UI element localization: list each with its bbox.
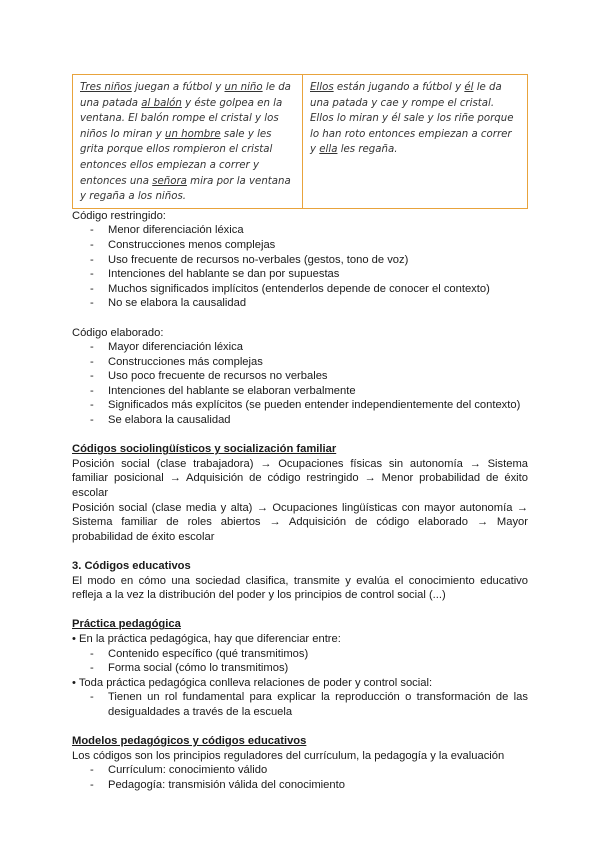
underlined-text: Tres niños: [80, 82, 132, 93]
text-segment: sale y les grita porque ellos rompieron el cristal entonces ellos empiezan a correr y entonces una: [80, 128, 273, 187]
restricted-code-title: Código restringido:: [72, 209, 166, 222]
text-segment: juegan a fútbol y: [131, 82, 225, 93]
example-left-cell: [73, 75, 303, 208]
underlined-text: un niño: [224, 82, 263, 93]
list-item: - Uso poco frecuente de recursos no verbales: [72, 369, 528, 384]
underlined-text: ella: [319, 144, 338, 156]
underlined-text: al balón: [141, 97, 182, 109]
list-item: - Intenciones del hablante se dan por supuestas: [72, 267, 528, 282]
text-segment: están jugando a fútbol y: [333, 82, 465, 93]
example-comparison-box: [72, 74, 528, 209]
text-segment: y éste golpea en la ventana. El balón rompe el cristal y los niños lo miran y: [80, 97, 283, 140]
restricted-code-section: [72, 209, 528, 311]
text-segment: le da una patada: [80, 82, 291, 109]
elaborated-code-list: [72, 340, 528, 428]
list-item: - Uso frecuente de recursos no-verbales (gestos, tono de voz): [72, 253, 528, 268]
pedagogical-practice-heading: Práctica pedagógica: [72, 618, 181, 631]
text-segment: mira por la ventana y regaña a los niños.: [80, 175, 291, 203]
educational-codes-section: [72, 559, 528, 603]
list-item: - Construcciones más complejas: [72, 355, 528, 370]
list-item: - Contenido específico (qué transmitimos): [72, 647, 528, 662]
list-item: - Mayor diferenciación léxica: [72, 340, 528, 355]
socio-codes-para-middle-class: Posición social (clase media y alta) → Ocupaciones lingüísticas con mayor autonomía → Sistema familiar de roles abiertos → Adquisición de código elaborado → Mayor probabilidad de éxito escolar: [72, 501, 528, 543]
list-item: - Menor diferenciación léxica: [72, 223, 528, 238]
pedagogical-practice-point-1: • En la práctica pedagógica, hay que diferenciar entre:: [72, 632, 341, 645]
underlined-text: Ellos: [310, 82, 334, 93]
educational-codes-heading: 3. Códigos educativos: [72, 560, 191, 572]
elaborated-code-title: Código elaborado:: [72, 326, 164, 339]
list-item: - Se elabora la causalidad: [72, 413, 528, 428]
pedagogical-models-section: [72, 734, 528, 792]
pedagogical-practice-list-1: [72, 647, 528, 676]
socio-codes-heading: Códigos sociolingüísticos y socialización familiar: [72, 443, 337, 456]
pedagogical-models-heading: Modelos pedagógicos y códigos educativos: [72, 735, 307, 748]
pedagogical-models-list: [72, 763, 528, 792]
list-item: - Construcciones menos complejas: [72, 238, 528, 253]
educational-codes-para: El modo en cómo una sociedad clasifica, transmite y evalúa el conocimiento educativo refleja a la vez la distribución del poder y los principios de control social (...): [72, 574, 528, 602]
text-segment: le da una patada y cae y rompe el cristal. Ellos lo miran y él sale y los riñe porque lo han roto entonces empiezan a correr y: [310, 82, 514, 156]
underlined-text: un hombre: [164, 128, 221, 140]
list-item: - No se elabora la causalidad: [72, 296, 528, 311]
pedagogical-practice-list-2: [72, 690, 528, 719]
socio-codes-para-working-class: Posición social (clase trabajadora) → Ocupaciones físicas sin autonomía → Sistema familiar posicional → Adquisición de código restringido → Menor probabilidad de éxito escolar: [72, 457, 528, 500]
elaborated-code-section: [72, 326, 528, 428]
restricted-code-list: [72, 223, 528, 311]
list-item: - Tienen un rol fundamental para explicar la reproducción o transformación de las desigualdades a través de la escuela: [72, 690, 528, 719]
pedagogical-models-para: Los códigos son los principios reguladores del currículum, la pedagogía y la evaluación: [72, 749, 505, 762]
text-segment: les regaña.: [337, 144, 398, 156]
list-item: - Forma social (cómo lo transmitimos): [72, 661, 528, 676]
list-item: - Intenciones del hablante se elaboran verbalmente: [72, 384, 528, 399]
list-item: - Muchos significados implícitos (entenderlos depende de conocer el contexto): [72, 282, 528, 297]
underlined-text: señora: [152, 175, 187, 187]
document-page: [72, 74, 528, 793]
list-item: - Currículum: conocimiento válido: [72, 763, 528, 778]
pedagogical-practice-point-2: • Toda práctica pedagógica conlleva relaciones de poder y control social:: [72, 676, 433, 689]
pedagogical-practice-section: [72, 617, 528, 719]
list-item: - Significados más explícitos (se pueden entender independientemente del contexto): [72, 398, 528, 413]
example-right-cell: [303, 75, 527, 208]
list-item: - Pedagogía: transmisión válida del conocimiento: [72, 778, 528, 793]
socio-codes-section: [72, 442, 528, 544]
underlined-text: él: [464, 82, 474, 93]
